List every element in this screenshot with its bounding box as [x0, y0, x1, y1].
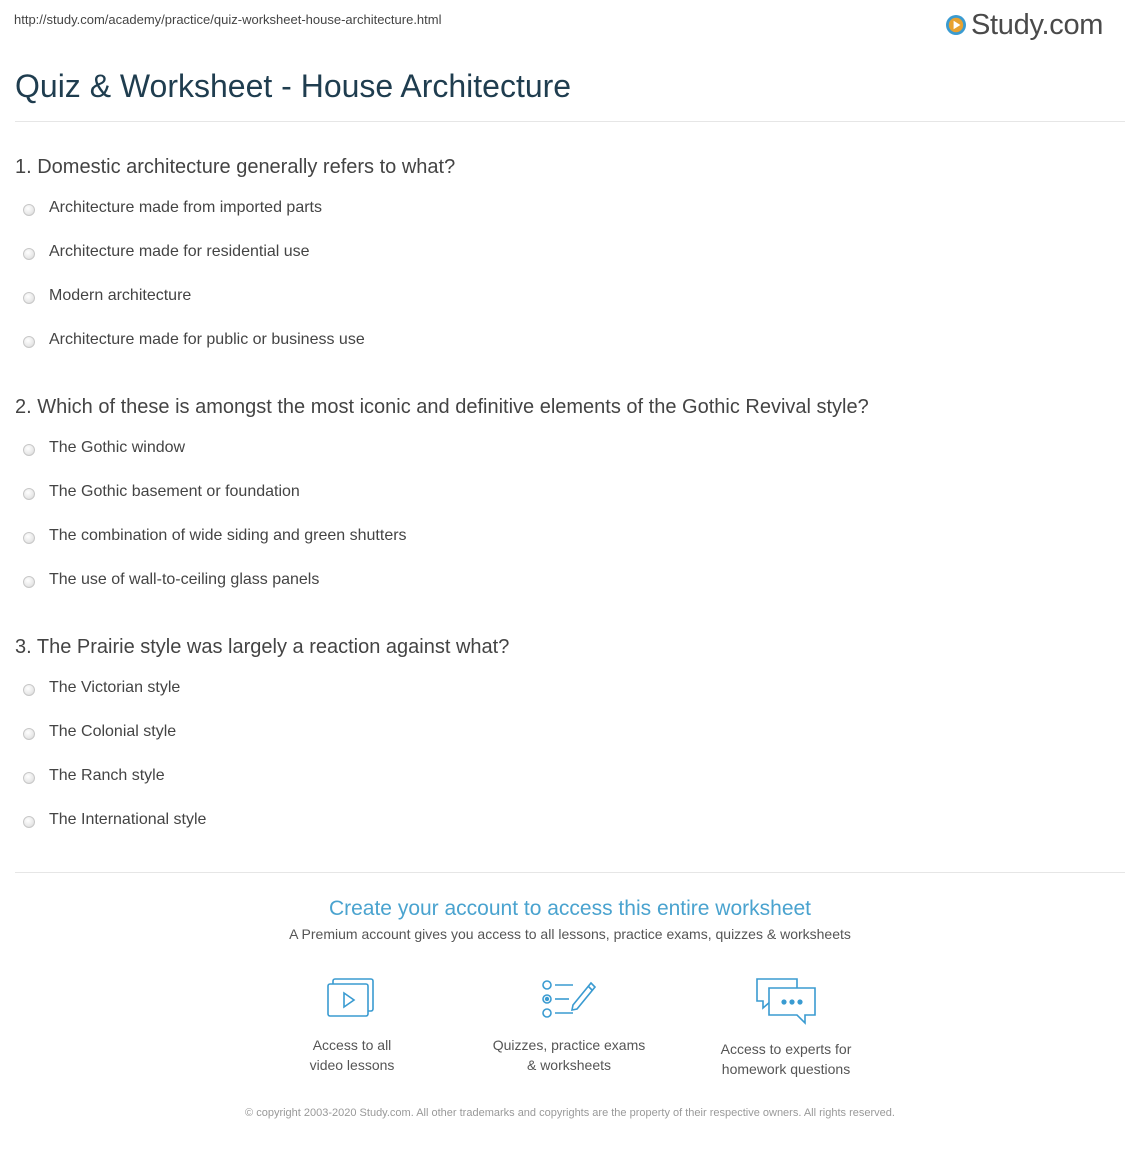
radio-icon[interactable]	[23, 576, 35, 588]
study-logo[interactable]	[945, 8, 1103, 42]
answer-option[interactable]	[15, 483, 1125, 527]
answer-list	[15, 199, 1125, 375]
cta-title-link[interactable]: Create your account to access this entire worksheet	[328, 897, 812, 920]
answer-option[interactable]	[15, 811, 1125, 855]
answer-option[interactable]	[15, 439, 1125, 483]
study-logo-icon	[945, 14, 967, 36]
quiz-checklist-icon	[539, 975, 599, 1023]
feature-line: Quizzes, practice exams	[492, 1037, 646, 1053]
answer-label: The Colonial style	[49, 723, 177, 740]
answer-label: The Gothic window	[49, 439, 186, 456]
radio-icon[interactable]	[23, 772, 35, 784]
radio-icon[interactable]	[23, 816, 35, 828]
page-url: http://study.com/academy/practice/quiz-worksheet-house-architecture.html	[14, 12, 442, 27]
answer-option[interactable]	[15, 243, 1125, 287]
question-text: 2. Which of these is amongst the most iconic and definitive elements of the Gothic Revival style?	[15, 396, 869, 418]
answer-label: Architecture made from imported parts	[49, 199, 322, 216]
feature-line: video lessons	[309, 1057, 395, 1073]
video-lessons-icon	[325, 975, 379, 1023]
answer-list	[15, 439, 1125, 615]
answer-label: Modern architecture	[49, 287, 192, 304]
title-divider	[15, 121, 1125, 122]
answer-option[interactable]	[15, 679, 1125, 723]
radio-icon[interactable]	[23, 248, 35, 260]
answer-label: The Ranch style	[49, 767, 165, 784]
answer-option[interactable]	[15, 199, 1125, 243]
radio-icon[interactable]	[23, 532, 35, 544]
question-1	[15, 155, 1125, 375]
answer-label: The Victorian style	[49, 679, 181, 696]
answer-option[interactable]	[15, 723, 1125, 767]
signup-cta	[0, 896, 1140, 942]
feature-line: Access to all	[312, 1037, 392, 1053]
question-text: 1. Domestic architecture generally refers to what?	[15, 156, 456, 178]
answer-label: The combination of wide siding and green shutters	[49, 527, 407, 544]
radio-icon[interactable]	[23, 444, 35, 456]
copyright-notice: © copyright 2003-2020 Study.com. All other trademarks and copyrights are the property of their respective owners. All rights reserved.	[245, 1107, 895, 1119]
question-3	[15, 635, 1125, 855]
answer-option[interactable]	[15, 331, 1125, 375]
cta-divider	[15, 872, 1125, 873]
radio-icon[interactable]	[23, 684, 35, 696]
page-title: Quiz & Worksheet - House Architecture	[15, 68, 572, 104]
question-text: 3. The Prairie style was largely a reaction against what?	[15, 636, 510, 658]
radio-icon[interactable]	[23, 728, 35, 740]
answer-label: The International style	[49, 811, 207, 828]
study-logo-text: Study.com	[971, 8, 1104, 41]
answer-option[interactable]	[15, 767, 1125, 811]
radio-icon[interactable]	[23, 204, 35, 216]
question-2	[15, 395, 1125, 615]
answer-list	[15, 679, 1125, 855]
answer-label: The Gothic basement or foundation	[49, 483, 300, 500]
radio-icon[interactable]	[23, 336, 35, 348]
answer-label: Architecture made for public or business use	[49, 331, 365, 348]
answer-option[interactable]	[15, 527, 1125, 571]
feature-experts	[686, 975, 886, 1079]
feature-quizzes	[469, 975, 669, 1075]
answer-option[interactable]	[15, 287, 1125, 331]
feature-line: & worksheets	[526, 1057, 612, 1073]
answer-label: The use of wall-to-ceiling glass panels	[49, 571, 320, 588]
feature-line: Access to experts for	[720, 1041, 852, 1057]
answer-option[interactable]	[15, 571, 1125, 615]
radio-icon[interactable]	[23, 292, 35, 304]
feature-video-lessons	[252, 975, 452, 1075]
feature-line: homework questions	[721, 1061, 851, 1077]
radio-icon[interactable]	[23, 488, 35, 500]
chat-bubbles-icon	[753, 975, 819, 1027]
answer-label: Architecture made for residential use	[49, 243, 310, 260]
cta-subtitle: A Premium account gives you access to all lessons, practice exams, quizzes & worksheets	[289, 926, 851, 942]
